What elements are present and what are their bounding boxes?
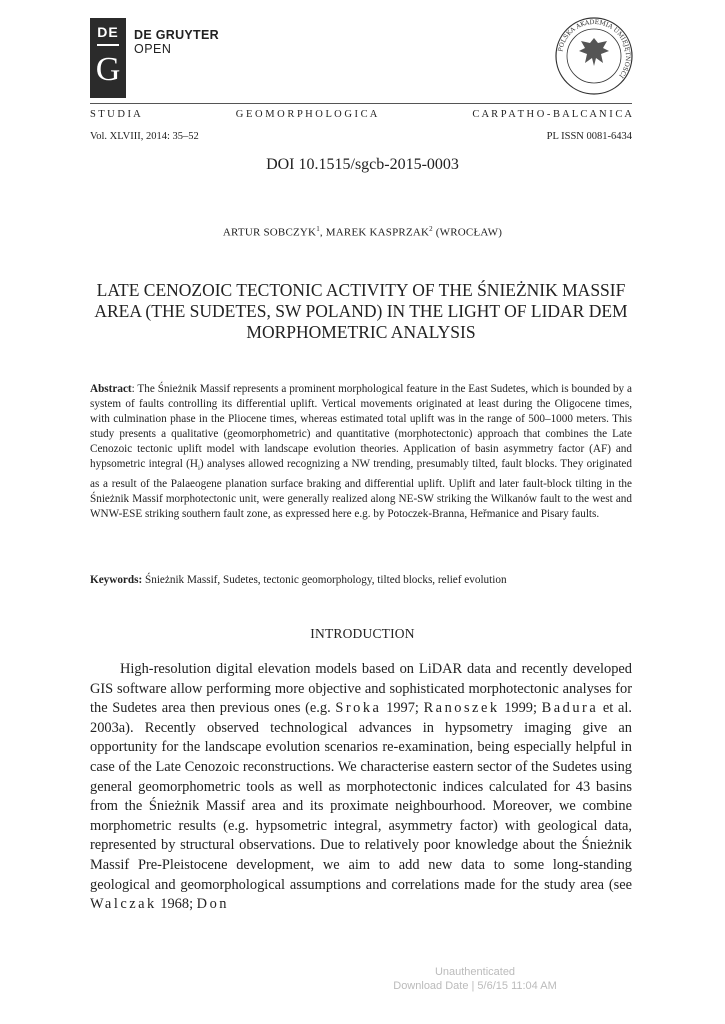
journal-word-3: C A R P A T H O - B A L C A N I C A xyxy=(472,109,632,120)
abstract-sub: i xyxy=(197,464,200,473)
header-rule xyxy=(90,103,632,104)
journal-name xyxy=(90,109,632,120)
abstract-text-1: : The Śnieżnik Massif represents a prominent morphological feature in the East Sudetes, which is bounded by a system of faults controlling its differential uplift. Vertical movements originated at least during the Oligocene times, with culmination phase in the Pliocene times, whereas estimated total uplift was in the range of 500–1000 meters. This study presents a qualitative (geomorphometric) and quantitative (morphotectonic) approach that combines the Late Cenozoic tectonic uplift model with landscape evolution theories. Application of basin asymmetry factor (AF) and hypsometric integral (H xyxy=(90,383,632,471)
academy-seal-icon xyxy=(554,16,634,96)
publisher-sub: OPEN xyxy=(134,42,172,56)
seal-text: POLSKA AKADEMIA UMIEJĘTNOŚCI xyxy=(557,18,632,80)
citation-don: Don xyxy=(196,896,229,913)
publisher-name: DE GRUYTER xyxy=(134,28,219,42)
author-1: ARTUR SOBCZYK xyxy=(222,226,317,239)
keywords-label: Keywords: xyxy=(90,574,143,586)
citation-walczak: Walczak xyxy=(90,896,157,913)
citation-sroka: Sroka xyxy=(335,700,382,717)
author-2-affil: 2 xyxy=(429,225,433,233)
keywords-text: Śnieżnik Massif, Sudetes, tectonic geomorphology, tilted blocks, relief evolution xyxy=(142,574,507,586)
logo-mark-top: DE xyxy=(97,24,119,40)
logo-mark-bottom: G xyxy=(95,51,121,88)
author-location: (WROCŁAW) xyxy=(432,226,503,239)
citation-ranoszek: Ranoszek xyxy=(423,700,500,717)
doi: DOI 10.1515/sgcb-2015-0003 xyxy=(266,156,459,173)
paper-title: LATE CENOZOIC TECTONIC ACTIVITY OF THE ŚNIEŻNIK MASSIF AREA (THE SUDETES, SW POLAND) IN THE LIGHT OF LIDAR DEM MORPHOMETRIC ANALYSIS xyxy=(94,280,628,342)
body-text: High-resolution digital elevation models based on LiDAR data and recently developed GIS software allow performing more objective and sophisticated morphotectonic analyses for the Sudetes area then previous ones (e.g. Sroka 1997; Ranoszek 1999; Badura et al. 2003a). Recently observed technological advances in hypsometry imaging give an opportunity for the landscape evolution scenarios re-examination, being especially helpful in case of the Late Cenozoic reconstructions. We characterise eastern sector of the Sudetes using general geomorphometric tools as well as morphotectonic indices calculated for 43 basins from the Śnieżnik Massif area and its proximate neighbourhood. Moreover, we combine morphometric results (e.g. hypsometric integral, asymmetry factor) with geological data, represented by structural observations. Due to relatively poor knowledge about the Śnieżnik Massif Pre-Pleistocene development, we aim to add new data to some long-standing geological and geomorphological assumptions and correlations made for the study area (see Walczak 1968; Don xyxy=(90,661,632,913)
logo-divider xyxy=(97,44,119,46)
journal-word-1: S T U D I A xyxy=(90,109,141,120)
section-heading: INTRODUCTION xyxy=(310,626,415,641)
author-2: , MAREK KASPRZAK xyxy=(319,226,430,239)
citation-badura: Badura xyxy=(541,700,599,717)
download-watermark xyxy=(0,965,725,993)
authors xyxy=(0,225,725,239)
watermark-line-1: Unauthenticated xyxy=(434,966,516,978)
abstract-text-2: ) analyses allowed recognizing a NW trending, presumably tilted, fault blocks. They originated as a result of the Palaeogene planation surface braking and differential uplift. Uplift and later fault-block tilting in the Śnieżnik Massif morphotectonic unit, were generally realized along NE-SW striking the Wilkanów fault to the west and WNW-ESE striking southern fault zone, as expressed here e.g. by Potoczek-Branna, Heřmanice and Pisary faults. xyxy=(90,458,632,520)
abstract-label: Abstract xyxy=(90,383,132,395)
volume-info: Vol. XLVIII, 2014: 35–52 xyxy=(90,131,199,142)
abstract xyxy=(90,382,632,522)
issn: PL ISSN 0081-6434 xyxy=(546,131,632,142)
journal-word-2: G E O M O R P H O L O G I C A xyxy=(235,109,378,120)
keywords xyxy=(90,574,632,586)
author-1-affil: 1 xyxy=(316,225,320,233)
watermark-line-2: Download Date | 5/6/15 11:04 AM xyxy=(393,980,557,992)
